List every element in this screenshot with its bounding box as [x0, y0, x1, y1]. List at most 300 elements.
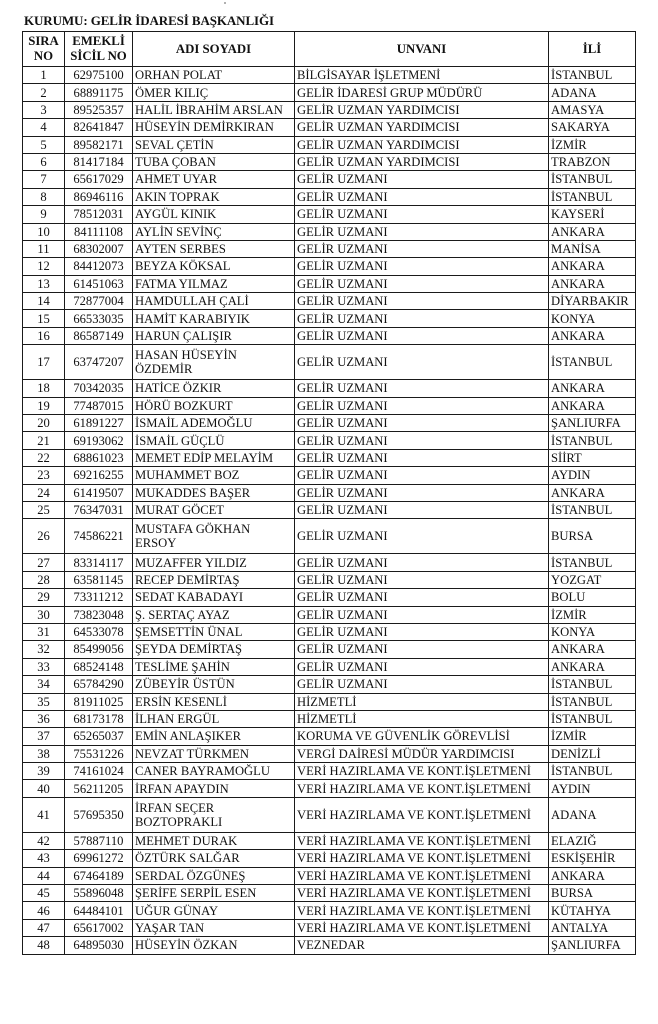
row-sicil-no: 65784290: [65, 676, 133, 693]
row-sicil-no: 84412073: [65, 258, 133, 275]
row-title: VEZNEDAR: [295, 937, 549, 954]
table-row: [23, 780, 636, 797]
table-row: [23, 867, 636, 884]
row-name: MEHMET DURAK: [133, 832, 295, 849]
header-sira-line1: SIRA: [28, 34, 59, 49]
row-sicil-no: 66533035: [65, 310, 133, 327]
row-number: 35: [23, 693, 65, 710]
row-city: İSTANBUL: [549, 501, 636, 518]
row-city: İSTANBUL: [549, 432, 636, 449]
row-sicil-no: 82641847: [65, 119, 133, 136]
row-title: GELİR UZMANI: [295, 606, 549, 623]
row-number: 41: [23, 797, 65, 832]
row-name: AHMET UYAR: [133, 171, 295, 188]
row-sicil-no: 86587149: [65, 327, 133, 344]
row-sicil-no: 68302007: [65, 240, 133, 257]
document-title: KURUMU: GELİR İDARESİ BAŞKANLIĞI: [24, 13, 274, 28]
row-name: TESLİME ŞAHİN: [133, 658, 295, 675]
table-row: [23, 119, 636, 136]
row-number: 37: [23, 728, 65, 745]
row-name: MUKADDES BAŞER: [133, 484, 295, 501]
row-sicil-no: 68861023: [65, 449, 133, 466]
row-title: GELİR UZMANI: [295, 432, 549, 449]
row-title: GELİR İDARESİ GRUP MÜDÜRÜ: [295, 84, 549, 101]
row-number: 23: [23, 467, 65, 484]
row-name: İRFAN SEÇER BOZTOPRAKLI: [133, 797, 295, 832]
row-title: GELİR UZMANI: [295, 275, 549, 292]
row-name: HÖRÜ BOZKURT: [133, 397, 295, 414]
row-city: İSTANBUL: [549, 171, 636, 188]
row-name: TUBA ÇOBAN: [133, 153, 295, 170]
row-number: 30: [23, 606, 65, 623]
row-city: İSTANBUL: [549, 710, 636, 727]
row-sicil-no: 65617002: [65, 919, 133, 936]
table-row: [23, 589, 636, 606]
table-row: [23, 432, 636, 449]
row-sicil-no: 63581145: [65, 571, 133, 588]
row-number: 21: [23, 432, 65, 449]
row-title: VERİ HAZIRLAMA VE KONT.İŞLETMENİ: [295, 763, 549, 780]
row-name: ÖMER KILIÇ: [133, 84, 295, 101]
row-title: GELİR UZMANI: [295, 641, 549, 658]
header-city: İLİ: [549, 32, 636, 67]
table-row: [23, 188, 636, 205]
header-sira-line2: NO: [33, 49, 54, 63]
row-title: GELİR UZMANI: [295, 658, 549, 675]
row-city: BOLU: [549, 589, 636, 606]
row-sicil-no: 55896048: [65, 885, 133, 902]
row-sicil-no: 77487015: [65, 397, 133, 414]
table-row: [23, 693, 636, 710]
row-title: GELİR UZMANI: [295, 484, 549, 501]
row-number: 15: [23, 310, 65, 327]
row-name: MEMET EDİP MELAYİM: [133, 449, 295, 466]
row-city: ANKARA: [549, 380, 636, 397]
row-title: GELİR UZMANI: [295, 380, 549, 397]
table-row: [23, 850, 636, 867]
row-sicil-no: 83314117: [65, 554, 133, 571]
row-name: FATMA YILMAZ: [133, 275, 295, 292]
row-name: HASAN HÜSEYİN ÖZDEMİR: [133, 345, 295, 380]
row-sicil-no: 85499056: [65, 641, 133, 658]
row-city: ŞANLIURFA: [549, 415, 636, 432]
row-name: ÖZTÜRK SALĞAR: [133, 850, 295, 867]
row-number: 19: [23, 397, 65, 414]
table-row: [23, 467, 636, 484]
row-title: GELİR UZMANI: [295, 310, 549, 327]
row-sicil-no: 56211205: [65, 780, 133, 797]
row-city: İSTANBUL: [549, 554, 636, 571]
scan-speck: [224, 2, 226, 4]
table-row: [23, 327, 636, 344]
row-city: AMASYA: [549, 101, 636, 118]
row-city: ANKARA: [549, 658, 636, 675]
row-title: GELİR UZMANI: [295, 240, 549, 257]
table-row: [23, 449, 636, 466]
row-number: 4: [23, 119, 65, 136]
row-name: HÜSEYİN DEMİRKIRAN: [133, 119, 295, 136]
table-row: [23, 797, 636, 832]
row-name: YAŞAR TAN: [133, 919, 295, 936]
row-number: 31: [23, 623, 65, 640]
row-name: MUHAMMET BOZ: [133, 467, 295, 484]
row-title: GELİR UZMANI: [295, 676, 549, 693]
row-title: GELİR UZMANI: [295, 449, 549, 466]
row-city: ANKARA: [549, 484, 636, 501]
row-number: 26: [23, 519, 65, 554]
row-sicil-no: 89525357: [65, 101, 133, 118]
row-name: MUSTAFA GÖKHAN ERSOY: [133, 519, 295, 554]
row-sicil-no: 63747207: [65, 345, 133, 380]
row-city: DİYARBAKIR: [549, 293, 636, 310]
row-title: GELİR UZMANI: [295, 415, 549, 432]
row-name: MURAT GÖCET: [133, 501, 295, 518]
table-row: [23, 101, 636, 118]
table-row: [23, 275, 636, 292]
row-sicil-no: 64533078: [65, 623, 133, 640]
row-title: GELİR UZMANI: [295, 571, 549, 588]
row-city: ANKARA: [549, 867, 636, 884]
table-row: [23, 136, 636, 153]
row-name: İLHAN ERGÜL: [133, 710, 295, 727]
row-number: 38: [23, 745, 65, 762]
table-row: [23, 84, 636, 101]
row-title: VERİ HAZIRLAMA VE KONT.İŞLETMENİ: [295, 919, 549, 936]
row-city: AYDIN: [549, 467, 636, 484]
row-name: HAMİT KARABIYIK: [133, 310, 295, 327]
row-city: ELAZIĞ: [549, 832, 636, 849]
row-name: HARUN ÇALIŞIR: [133, 327, 295, 344]
table-row: [23, 676, 636, 693]
row-title: GELİR UZMANI: [295, 467, 549, 484]
row-title: GELİR UZMAN YARDIMCISI: [295, 153, 549, 170]
row-city: ANTALYA: [549, 919, 636, 936]
row-name: CANER BAYRAMOĞLU: [133, 763, 295, 780]
row-city: İSTANBUL: [549, 345, 636, 380]
table-row: [23, 240, 636, 257]
row-city: İZMİR: [549, 136, 636, 153]
row-sicil-no: 61451063: [65, 275, 133, 292]
row-sicil-no: 74161024: [65, 763, 133, 780]
row-title: KORUMA VE GÜVENLİK GÖREVLİSİ: [295, 728, 549, 745]
row-number: 43: [23, 850, 65, 867]
table-row: [23, 832, 636, 849]
row-sicil-no: 64895030: [65, 937, 133, 954]
row-title: GELİR UZMANI: [295, 623, 549, 640]
row-number: 25: [23, 501, 65, 518]
table-row: [23, 571, 636, 588]
row-city: İZMİR: [549, 728, 636, 745]
row-title: VERİ HAZIRLAMA VE KONT.İŞLETMENİ: [295, 902, 549, 919]
row-sicil-no: 86946116: [65, 188, 133, 205]
row-city: ANKARA: [549, 397, 636, 414]
row-title: HİZMETLİ: [295, 710, 549, 727]
row-city: TRABZON: [549, 153, 636, 170]
table-row: [23, 153, 636, 170]
row-number: 6: [23, 153, 65, 170]
row-name: İSMAİL GÜÇLÜ: [133, 432, 295, 449]
row-number: 12: [23, 258, 65, 275]
row-sicil-no: 81911025: [65, 693, 133, 710]
row-number: 32: [23, 641, 65, 658]
row-sicil-no: 64484101: [65, 902, 133, 919]
row-city: MANİSA: [549, 240, 636, 257]
row-number: 13: [23, 275, 65, 292]
row-title: GELİR UZMANI: [295, 501, 549, 518]
table-row: [23, 206, 636, 223]
row-sicil-no: 78512031: [65, 206, 133, 223]
row-title: GELİR UZMANI: [295, 258, 549, 275]
row-sicil-no: 61419507: [65, 484, 133, 501]
row-name: SEVAL ÇETİN: [133, 136, 295, 153]
row-title: GELİR UZMANI: [295, 589, 549, 606]
table-row: [23, 310, 636, 327]
row-number: 8: [23, 188, 65, 205]
row-name: ŞEMSETTİN ÜNAL: [133, 623, 295, 640]
row-city: İZMİR: [549, 606, 636, 623]
row-name: Ş. SERTAÇ AYAZ: [133, 606, 295, 623]
row-name: RECEP DEMİRTAŞ: [133, 571, 295, 588]
row-number: 24: [23, 484, 65, 501]
table-row: [23, 223, 636, 240]
row-number: 44: [23, 867, 65, 884]
header-sicil-line2: SİCİL NO: [70, 49, 127, 63]
row-name: HÜSEYİN ÖZKAN: [133, 937, 295, 954]
row-name: HAMDULLAH ÇALİ: [133, 293, 295, 310]
row-title: GELİR UZMAN YARDIMCISI: [295, 119, 549, 136]
row-number: 7: [23, 171, 65, 188]
row-name: AYLİN SEVİNÇ: [133, 223, 295, 240]
row-city: DENİZLİ: [549, 745, 636, 762]
table-row: [23, 710, 636, 727]
header-name: ADI SOYADI: [133, 32, 295, 67]
row-number: 33: [23, 658, 65, 675]
row-number: 27: [23, 554, 65, 571]
row-title: GELİR UZMANI: [295, 397, 549, 414]
row-city: İSTANBUL: [549, 763, 636, 780]
row-city: KÜTAHYA: [549, 902, 636, 919]
row-number: 47: [23, 919, 65, 936]
row-city: ADANA: [549, 84, 636, 101]
table-row: [23, 345, 636, 380]
table-row: [23, 380, 636, 397]
row-name: AYTEN SERBES: [133, 240, 295, 257]
row-name: BEYZA KÖKSAL: [133, 258, 295, 275]
table-row: [23, 763, 636, 780]
row-title: VERİ HAZIRLAMA VE KONT.İŞLETMENİ: [295, 832, 549, 849]
row-name: AYGÜL KINIK: [133, 206, 295, 223]
row-sicil-no: 69216255: [65, 467, 133, 484]
row-sicil-no: 61891227: [65, 415, 133, 432]
row-number: 5: [23, 136, 65, 153]
row-title: GELİR UZMANI: [295, 223, 549, 240]
table-row: [23, 728, 636, 745]
row-city: İSTANBUL: [549, 693, 636, 710]
row-title: GELİR UZMAN YARDIMCISI: [295, 136, 549, 153]
row-city: KAYSERİ: [549, 206, 636, 223]
table-row: [23, 519, 636, 554]
table-row: [23, 293, 636, 310]
table-row: [23, 885, 636, 902]
row-number: 39: [23, 763, 65, 780]
row-number: 1: [23, 67, 65, 84]
row-city: ANKARA: [549, 641, 636, 658]
table-row: [23, 67, 636, 84]
row-number: 14: [23, 293, 65, 310]
header-sicil-line1: EMEKLİ: [72, 34, 125, 49]
row-sicil-no: 65265037: [65, 728, 133, 745]
table-row: [23, 415, 636, 432]
header-title: UNVANI: [295, 32, 549, 67]
row-number: 40: [23, 780, 65, 797]
row-city: ADANA: [549, 797, 636, 832]
row-name: MUZAFFER YILDIZ: [133, 554, 295, 571]
row-sicil-no: 68524148: [65, 658, 133, 675]
row-sicil-no: 74586221: [65, 519, 133, 554]
row-sicil-no: 75531226: [65, 745, 133, 762]
table-row: [23, 258, 636, 275]
row-title: GELİR UZMAN YARDIMCISI: [295, 101, 549, 118]
row-name: ERSİN KESENLİ: [133, 693, 295, 710]
row-title: VERİ HAZIRLAMA VE KONT.İŞLETMENİ: [295, 867, 549, 884]
row-sicil-no: 57695350: [65, 797, 133, 832]
row-sicil-no: 76347031: [65, 501, 133, 518]
row-name: ZÜBEYİR ÜSTÜN: [133, 676, 295, 693]
row-title: GELİR UZMANI: [295, 293, 549, 310]
row-city: İSTANBUL: [549, 676, 636, 693]
row-city: AYDIN: [549, 780, 636, 797]
row-number: 42: [23, 832, 65, 849]
row-city: ESKİŞEHİR: [549, 850, 636, 867]
row-number: 28: [23, 571, 65, 588]
table-row: [23, 902, 636, 919]
row-name: SEDAT KABADAYI: [133, 589, 295, 606]
row-number: 9: [23, 206, 65, 223]
row-sicil-no: 73311212: [65, 589, 133, 606]
table-row: [23, 501, 636, 518]
row-city: İSTANBUL: [549, 67, 636, 84]
row-city: BURSA: [549, 519, 636, 554]
table-row: [23, 623, 636, 640]
row-title: VERİ HAZIRLAMA VE KONT.İŞLETMENİ: [295, 797, 549, 832]
row-number: 17: [23, 345, 65, 380]
row-name: HATİCE ÖZKIR: [133, 380, 295, 397]
row-sicil-no: 72877004: [65, 293, 133, 310]
header-sira-no: [23, 32, 65, 67]
row-title: GELİR UZMANI: [295, 171, 549, 188]
table-row: [23, 171, 636, 188]
table-row: [23, 484, 636, 501]
row-name: UĞUR GÜNAY: [133, 902, 295, 919]
table-row: [23, 554, 636, 571]
row-city: KONYA: [549, 623, 636, 640]
row-sicil-no: 81417184: [65, 153, 133, 170]
row-city: ANKARA: [549, 223, 636, 240]
table-row: [23, 919, 636, 936]
row-number: 45: [23, 885, 65, 902]
row-name: ŞERİFE SERPİL ESEN: [133, 885, 295, 902]
row-number: 48: [23, 937, 65, 954]
row-number: 34: [23, 676, 65, 693]
row-name: NEVZAT TÜRKMEN: [133, 745, 295, 762]
row-title: GELİR UZMANI: [295, 188, 549, 205]
table-header-row: [23, 32, 636, 67]
row-name: ŞEYDA DEMİRTAŞ: [133, 641, 295, 658]
row-number: 10: [23, 223, 65, 240]
row-name: EMİN ANLAŞIKER: [133, 728, 295, 745]
row-sicil-no: 68173178: [65, 710, 133, 727]
table-row: [23, 641, 636, 658]
row-title: GELİR UZMANI: [295, 206, 549, 223]
row-city: ANKARA: [549, 258, 636, 275]
row-name: İRFAN APAYDIN: [133, 780, 295, 797]
personnel-table: [22, 31, 636, 955]
table-row: [23, 658, 636, 675]
row-name: ORHAN POLAT: [133, 67, 295, 84]
row-title: VERGİ DAİRESİ MÜDÜR YARDIMCISI: [295, 745, 549, 762]
table-row: [23, 937, 636, 954]
row-number: 36: [23, 710, 65, 727]
row-title: VERİ HAZIRLAMA VE KONT.İŞLETMENİ: [295, 850, 549, 867]
row-number: 18: [23, 380, 65, 397]
table-row: [23, 745, 636, 762]
row-city: YOZGAT: [549, 571, 636, 588]
row-sicil-no: 57887110: [65, 832, 133, 849]
header-sicil-no: [65, 32, 133, 67]
row-number: 11: [23, 240, 65, 257]
row-sicil-no: 68891175: [65, 84, 133, 101]
row-sicil-no: 69961272: [65, 850, 133, 867]
row-number: 20: [23, 415, 65, 432]
row-sicil-no: 69193062: [65, 432, 133, 449]
row-number: 3: [23, 101, 65, 118]
row-number: 2: [23, 84, 65, 101]
row-title: VERİ HAZIRLAMA VE KONT.İŞLETMENİ: [295, 885, 549, 902]
row-title: VERİ HAZIRLAMA VE KONT.İŞLETMENİ: [295, 780, 549, 797]
row-name: AKIN TOPRAK: [133, 188, 295, 205]
table-row: [23, 397, 636, 414]
row-city: SAKARYA: [549, 119, 636, 136]
row-sicil-no: 73823048: [65, 606, 133, 623]
row-city: ANKARA: [549, 327, 636, 344]
row-city: BURSA: [549, 885, 636, 902]
row-sicil-no: 89582171: [65, 136, 133, 153]
row-city: İSTANBUL: [549, 188, 636, 205]
row-number: 46: [23, 902, 65, 919]
row-sicil-no: 65617029: [65, 171, 133, 188]
row-title: GELİR UZMANI: [295, 327, 549, 344]
row-name: SERDAL ÖZGÜNEŞ: [133, 867, 295, 884]
row-sicil-no: 67464189: [65, 867, 133, 884]
row-number: 16: [23, 327, 65, 344]
row-city: ŞANLIURFA: [549, 937, 636, 954]
row-name: İSMAİL ADEMOĞLU: [133, 415, 295, 432]
row-title: BİLGİSAYAR İŞLETMENİ: [295, 67, 549, 84]
row-number: 29: [23, 589, 65, 606]
row-sicil-no: 84111108: [65, 223, 133, 240]
row-title: GELİR UZMANI: [295, 519, 549, 554]
row-city: ANKARA: [549, 275, 636, 292]
row-title: HİZMETLİ: [295, 693, 549, 710]
row-number: 22: [23, 449, 65, 466]
row-sicil-no: 62975100: [65, 67, 133, 84]
row-sicil-no: 70342035: [65, 380, 133, 397]
row-title: GELİR UZMANI: [295, 554, 549, 571]
row-title: GELİR UZMANI: [295, 345, 549, 380]
row-name: HALİL İBRAHİM ARSLAN: [133, 101, 295, 118]
table-row: [23, 606, 636, 623]
row-city: SİİRT: [549, 449, 636, 466]
